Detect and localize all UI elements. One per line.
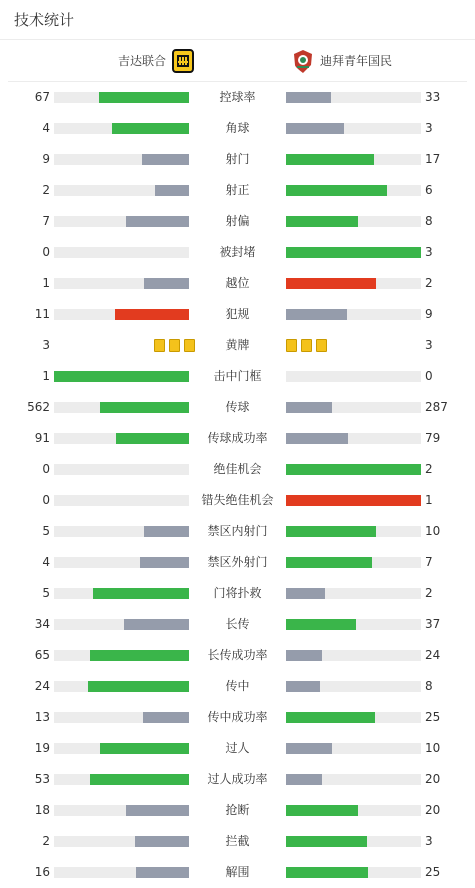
stat-label: 抢断 [225, 803, 250, 817]
away-team-name: 迪拜青年国民 [320, 54, 393, 68]
home-bar-track [54, 588, 189, 599]
away-bar-fill [286, 402, 332, 413]
home-team-name: 吉达联合 [117, 54, 166, 68]
away-bar-track [286, 402, 421, 413]
away-value: 10 [425, 524, 441, 538]
yellow-card-icon [184, 339, 195, 352]
away-value: 8 [425, 679, 433, 693]
home-bar-fill [54, 371, 189, 382]
away-value: 20 [425, 803, 441, 817]
home-bar-track [54, 309, 189, 320]
away-value: 8 [425, 214, 433, 228]
home-bar-track [54, 154, 189, 165]
stat-label: 控球率 [219, 90, 256, 104]
away-value: 25 [425, 710, 441, 724]
away-bar-fill [286, 712, 375, 723]
away-value: 17 [425, 152, 441, 166]
away-value: 2 [425, 462, 433, 476]
stat-label: 角球 [225, 121, 250, 135]
home-value: 0 [42, 245, 50, 259]
away-bar-track [286, 247, 421, 258]
stat-row [0, 175, 475, 206]
away-value: 2 [425, 586, 433, 600]
stat-row [0, 392, 475, 423]
stat-row [0, 795, 475, 826]
away-bar-track [286, 526, 421, 537]
page-title-bar [0, 0, 475, 40]
home-bar-fill [155, 185, 189, 196]
home-bar-fill [126, 216, 189, 227]
home-bar-fill [115, 309, 189, 320]
home-bar-track [54, 464, 189, 475]
home-bar-track [54, 216, 189, 227]
yellow-card-icon [301, 339, 312, 352]
away-bar-fill [286, 309, 347, 320]
home-bar-track [54, 185, 189, 196]
away-bar-fill [286, 247, 421, 258]
away-bar-track [286, 867, 421, 878]
away-bar-fill [286, 743, 332, 754]
away-value: 24 [425, 648, 441, 662]
yellow-card-icon [316, 339, 327, 352]
away-bar-track [286, 743, 421, 754]
away-team[interactable] [292, 40, 392, 81]
stat-label: 错失绝佳机会 [201, 493, 274, 507]
away-bar-fill [286, 526, 376, 537]
home-bar-track [54, 557, 189, 568]
home-value: 7 [42, 214, 50, 228]
stat-label: 击中门框 [213, 369, 262, 383]
stat-label: 射门 [225, 152, 250, 166]
stat-row [0, 485, 475, 516]
home-value: 0 [42, 493, 50, 507]
away-value: 79 [425, 431, 441, 445]
home-value: 19 [34, 741, 50, 755]
stat-label: 拦截 [225, 834, 250, 848]
stat-label: 传球 [225, 400, 250, 414]
stat-row [0, 423, 475, 454]
stat-label: 传中 [225, 679, 250, 693]
away-bar-track [286, 464, 421, 475]
home-bar-track [54, 92, 189, 103]
home-value: 0 [42, 462, 50, 476]
away-bar-track [286, 371, 421, 382]
home-bar-track [54, 123, 189, 134]
yellow-card-icon [154, 339, 165, 352]
stat-row [0, 857, 475, 888]
away-bar-track [286, 836, 421, 847]
away-bar-fill [286, 278, 376, 289]
stat-label: 犯规 [225, 307, 250, 321]
away-value: 3 [425, 245, 433, 259]
stat-row [0, 671, 475, 702]
stat-label: 黄牌 [225, 338, 250, 352]
away-bar-track [286, 433, 421, 444]
home-bar-track [54, 650, 189, 661]
away-bar-track [286, 216, 421, 227]
away-bar-fill [286, 495, 421, 506]
away-value: 3 [425, 121, 433, 135]
home-value: 18 [34, 803, 50, 817]
home-value: 5 [42, 586, 50, 600]
away-value: 1 [425, 493, 433, 507]
home-value: 24 [34, 679, 50, 693]
away-bar-track [286, 805, 421, 816]
away-bar-track [286, 712, 421, 723]
home-value: 4 [42, 555, 50, 569]
teams-header [8, 40, 467, 82]
away-bar-track [286, 650, 421, 661]
stat-row [0, 764, 475, 795]
away-value: 7 [425, 555, 433, 569]
away-bar-fill [286, 557, 372, 568]
away-bar-fill [286, 154, 374, 165]
away-bar-track [286, 309, 421, 320]
home-bar-fill [144, 278, 189, 289]
home-bar-track [54, 619, 189, 630]
home-value: 34 [34, 617, 50, 631]
home-bar-track [54, 247, 189, 258]
stat-row [0, 237, 475, 268]
home-value: 5 [42, 524, 50, 538]
home-value: 53 [34, 772, 50, 786]
home-bar-track [54, 805, 189, 816]
stat-row [0, 330, 475, 361]
stat-row [0, 547, 475, 578]
stat-row [0, 299, 475, 330]
stat-label: 长传 [225, 617, 250, 631]
home-value: 9 [42, 152, 50, 166]
stat-row [0, 113, 475, 144]
home-bar-track [54, 371, 189, 382]
stats-list [0, 82, 475, 888]
away-bar-fill [286, 92, 331, 103]
away-bar-fill [286, 836, 367, 847]
stat-row [0, 702, 475, 733]
home-bar-fill [88, 681, 189, 692]
away-bar-track [286, 92, 421, 103]
home-value: 562 [27, 400, 50, 414]
home-bar-track [54, 495, 189, 506]
away-value: 25 [425, 865, 441, 879]
home-bar-fill [100, 402, 189, 413]
home-value: 2 [42, 834, 50, 848]
away-bar-fill [286, 805, 358, 816]
stat-row [0, 516, 475, 547]
away-team-logo-icon [292, 49, 314, 73]
stat-label: 过人成功率 [207, 772, 268, 786]
away-bar-track [286, 681, 421, 692]
stat-label: 过人 [225, 741, 250, 755]
home-bar-fill [124, 619, 189, 630]
home-value: 3 [42, 338, 50, 352]
away-bar-fill [286, 588, 325, 599]
away-bar-track [286, 774, 421, 785]
home-value: 1 [42, 276, 50, 290]
home-bar-track [54, 836, 189, 847]
home-value: 16 [34, 865, 50, 879]
stat-label: 长传成功率 [207, 648, 268, 662]
away-bar-fill [286, 464, 421, 475]
away-bar-track [286, 154, 421, 165]
stat-row [0, 578, 475, 609]
away-value: 3 [425, 338, 433, 352]
away-value: 287 [425, 400, 448, 414]
home-bar-track [54, 681, 189, 692]
stat-label: 门将扑救 [213, 586, 262, 600]
away-value: 3 [425, 834, 433, 848]
stat-row [0, 82, 475, 113]
home-value: 91 [34, 431, 50, 445]
home-bar-track [54, 433, 189, 444]
home-team[interactable] [118, 40, 194, 81]
stat-label: 绝佳机会 [213, 462, 262, 476]
home-yellow-cards [154, 339, 195, 352]
home-bar-fill [90, 774, 189, 785]
home-value: 13 [34, 710, 50, 724]
stat-label: 被封堵 [219, 245, 256, 259]
away-bar-fill [286, 774, 322, 785]
home-bar-fill [90, 650, 189, 661]
home-bar-track [54, 712, 189, 723]
away-bar-fill [286, 123, 344, 134]
home-bar-fill [126, 805, 189, 816]
home-value: 4 [42, 121, 50, 135]
stat-label: 解围 [225, 865, 250, 879]
home-value: 11 [34, 307, 50, 321]
home-bar-track [54, 774, 189, 785]
home-value: 1 [42, 369, 50, 383]
away-bar-fill [286, 867, 368, 878]
away-yellow-cards [286, 339, 327, 352]
away-bar-track [286, 557, 421, 568]
away-bar-track [286, 588, 421, 599]
away-bar-fill [286, 185, 387, 196]
away-value: 0 [425, 369, 433, 383]
home-bar-fill [100, 743, 189, 754]
stat-row [0, 609, 475, 640]
home-bar-track [54, 278, 189, 289]
stat-label: 射正 [225, 183, 250, 197]
stat-label: 传球成功率 [207, 431, 268, 445]
stat-row [0, 268, 475, 299]
away-bar-track [286, 495, 421, 506]
home-bar-fill [136, 867, 189, 878]
home-team-logo-icon [172, 49, 194, 73]
away-bar-track [286, 123, 421, 134]
away-value: 37 [425, 617, 441, 631]
away-bar-track [286, 278, 421, 289]
stat-row [0, 206, 475, 237]
yellow-card-icon [169, 339, 180, 352]
away-value: 2 [425, 276, 433, 290]
stat-row [0, 361, 475, 392]
stat-row [0, 640, 475, 671]
away-value: 6 [425, 183, 433, 197]
away-value: 9 [425, 307, 433, 321]
stat-label: 禁区内射门 [207, 524, 268, 538]
home-bar-fill [99, 92, 189, 103]
away-bar-track [286, 619, 421, 630]
stat-label: 射偏 [225, 214, 250, 228]
home-bar-fill [140, 557, 189, 568]
away-value: 10 [425, 741, 441, 755]
away-bar-fill [286, 650, 322, 661]
stat-label: 禁区外射门 [207, 555, 268, 569]
home-bar-track [54, 867, 189, 878]
home-bar-fill [116, 433, 189, 444]
yellow-card-icon [286, 339, 297, 352]
stat-row [0, 144, 475, 175]
stat-row [0, 454, 475, 485]
page-title: 技术统计 [14, 11, 75, 29]
stat-label: 越位 [225, 276, 250, 290]
home-value: 67 [34, 90, 50, 104]
stat-row [0, 826, 475, 857]
home-value: 2 [42, 183, 50, 197]
home-bar-track [54, 743, 189, 754]
away-bar-fill [286, 619, 356, 630]
away-value: 33 [425, 90, 441, 104]
away-bar-track [286, 185, 421, 196]
home-value: 65 [34, 648, 50, 662]
home-bar-fill [144, 526, 189, 537]
home-bar-fill [93, 588, 189, 599]
away-bar-fill [286, 433, 348, 444]
home-bar-fill [135, 836, 189, 847]
home-bar-fill [142, 154, 189, 165]
home-bar-track [54, 526, 189, 537]
away-value: 20 [425, 772, 441, 786]
stat-row [0, 733, 475, 764]
home-bar-fill [143, 712, 189, 723]
away-bar-fill [286, 681, 320, 692]
stat-label: 传中成功率 [207, 710, 268, 724]
away-bar-fill [286, 216, 358, 227]
home-bar-track [54, 402, 189, 413]
home-bar-fill [112, 123, 189, 134]
